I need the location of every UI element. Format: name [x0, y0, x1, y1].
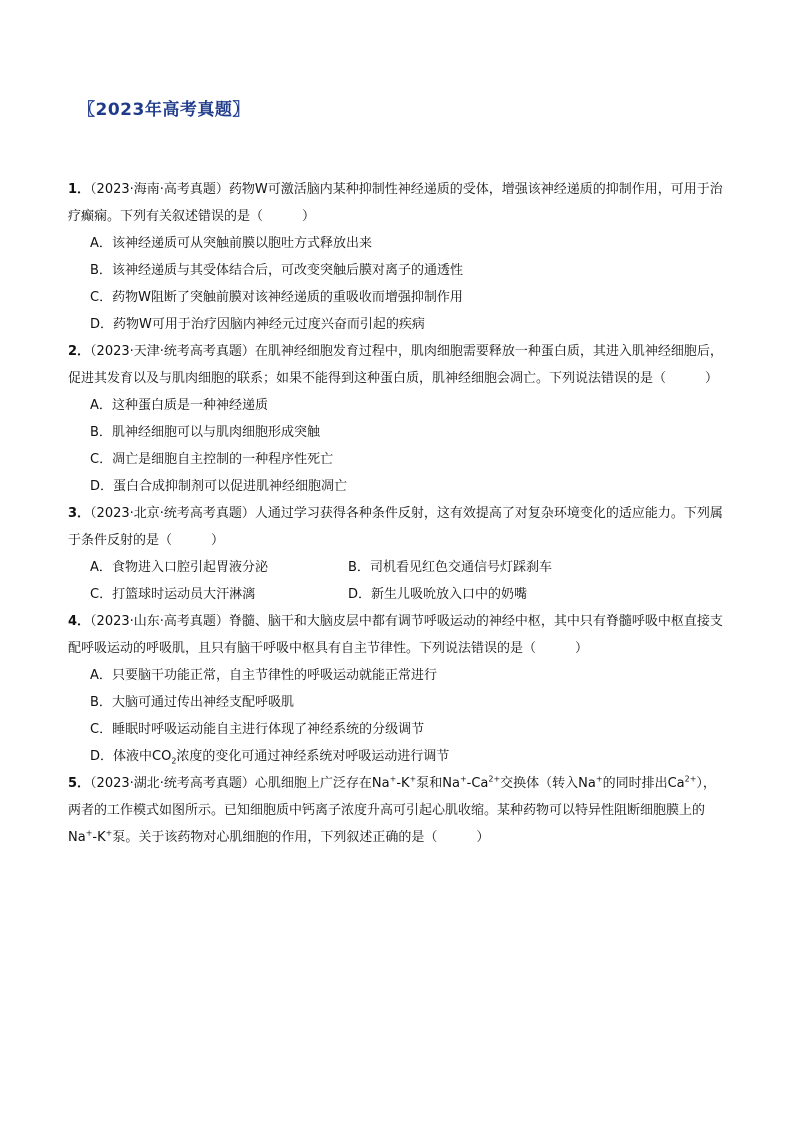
question-4 — [68, 608, 728, 770]
question-list — [68, 176, 728, 851]
ion-charge: + — [389, 774, 397, 784]
option-b — [68, 419, 728, 446]
option-text-post: 浓度的变化可通过神经系统对呼吸运动进行调节 — [176, 749, 450, 764]
option-text: 睡眠时呼吸运动能自主进行体现了神经系统的分级调节 — [112, 722, 425, 737]
question-text-part: ），两者的工作模式如图所示。已知细胞质中钙离子浓度升高可引起心肌收缩。某种药物可以特异性阻断细胞膜上的Na — [68, 776, 716, 845]
option-letter: A． — [90, 560, 112, 575]
option-text: 食物进入口腔引起胃液分泌 — [112, 560, 269, 575]
option-text: 只要脑干功能正常，自主节律性的呼吸运动就能正常进行 — [112, 668, 438, 683]
ion-charge: + — [595, 774, 603, 784]
question-text: 脊髓、脑干和大脑皮层中都有调节呼吸运动的神经中枢，其中只有脊髓呼吸中枢直接支配呼吸运动的呼吸肌，且只有脑干呼吸中枢具有自主节律性。下列说法错误的是（ ） — [68, 614, 723, 656]
option-d — [68, 743, 728, 770]
option-letter: D． — [90, 749, 114, 764]
option-b — [68, 689, 728, 716]
option-text: 蛋白合成抑制剂可以促进肌神经细胞凋亡 — [113, 479, 348, 494]
option-row — [68, 581, 728, 608]
option-text: 凋亡是细胞自主控制的一种程序性死亡 — [112, 452, 334, 467]
question-text-part: 泵。关于该药物对心肌细胞的作用，下列叙述正确的是（ ） — [112, 830, 490, 845]
option-text: 这种蛋白质是一种神经递质 — [112, 398, 269, 413]
option-c — [90, 581, 348, 608]
option-a — [90, 554, 348, 581]
option-letter: A． — [90, 236, 112, 251]
ion-charge: + — [459, 774, 467, 784]
option-letter: C． — [90, 722, 113, 737]
question-stem — [68, 338, 728, 392]
option-letter: B． — [90, 695, 112, 710]
option-text: 该神经递质与其受体结合后，可改变突触后膜对离子的通透性 — [112, 263, 464, 278]
question-5 — [68, 770, 728, 851]
question-source: （2023·天津·统考高考真题） — [90, 344, 255, 359]
option-letter: C． — [90, 587, 113, 602]
ion-charge: 2+ — [684, 774, 697, 784]
option-letter: D． — [90, 317, 114, 332]
option-letter: A． — [90, 398, 112, 413]
option-row — [68, 554, 728, 581]
option-c — [68, 446, 728, 473]
question-number: 1． — [68, 182, 91, 197]
option-text-pre: 体液中CO — [113, 749, 172, 764]
option-letter: B． — [348, 560, 370, 575]
section-title: 〖2023年高考真题〗 — [78, 100, 250, 120]
option-text-subscript: 2 — [171, 756, 177, 766]
question-text: 药物W可激活脑内某种抑制性神经递质的受体，增强该神经递质的抑制作用，可用于治疗癫痫。下列有关叙述错误的是（ ） — [68, 182, 723, 224]
option-letter: A． — [90, 668, 112, 683]
question-text-part: -Ca — [466, 776, 489, 791]
question-source: （2023·北京·统考高考真题） — [90, 506, 255, 521]
question-text-part: -K — [396, 776, 410, 791]
option-d — [68, 473, 728, 500]
ion-charge: + — [409, 774, 417, 784]
option-d — [68, 311, 728, 338]
option-c — [68, 716, 728, 743]
option-text: 司机看见红色交通信号灯踩刹车 — [370, 560, 553, 575]
question-number: 2． — [68, 344, 91, 359]
question-stem — [68, 608, 728, 662]
option-text: 该神经递质可从突触前膜以胞吐方式释放出来 — [112, 236, 373, 251]
option-text: 大脑可通过传出神经支配呼吸肌 — [112, 695, 295, 710]
option-letter: C． — [90, 452, 113, 467]
question-2 — [68, 338, 728, 500]
question-stem — [68, 500, 728, 554]
question-text-part: 交换体（转入Na — [500, 776, 596, 791]
question-1 — [68, 176, 728, 338]
question-stem — [68, 176, 728, 230]
option-b — [348, 554, 606, 581]
ion-charge: 2+ — [488, 774, 501, 784]
question-3 — [68, 500, 728, 608]
option-letter: B． — [90, 425, 112, 440]
question-stem — [68, 770, 728, 851]
question-source: （2023·山东·高考真题） — [90, 614, 229, 629]
option-a — [68, 662, 728, 689]
option-text: 新生儿吸吮放入口中的奶嘴 — [371, 587, 528, 602]
question-text-part: -K — [92, 830, 106, 845]
option-text: 肌神经细胞可以与肌肉细胞形成突触 — [112, 425, 321, 440]
question-text-part: 心肌细胞上广泛存在Na — [254, 776, 390, 791]
question-number: 3． — [68, 506, 91, 521]
question-text-part: 的同时排出Ca — [602, 776, 685, 791]
option-text: 药物W阻断了突触前膜对该神经递质的重吸收而增强抑制作用 — [112, 290, 463, 305]
question-source: （2023·湖北·统考高考真题） — [90, 776, 255, 791]
question-source: （2023·海南·高考真题） — [90, 182, 229, 197]
ion-charge: + — [85, 828, 93, 838]
ion-charge: + — [105, 828, 113, 838]
question-number: 4． — [68, 614, 91, 629]
question-text-part: 泵和Na — [416, 776, 460, 791]
option-c — [68, 284, 728, 311]
question-number: 5． — [68, 776, 91, 791]
option-letter: D． — [90, 479, 114, 494]
option-letter: B． — [90, 263, 112, 278]
question-text: 人通过学习获得各种条件反射，这有效提高了对复杂环境变化的适应能力。下列属于条件反射的是（ ） — [68, 506, 723, 548]
option-b — [68, 257, 728, 284]
option-letter: D． — [348, 587, 372, 602]
option-a — [68, 230, 728, 257]
question-text: 在肌神经细胞发育过程中，肌肉细胞需要释放一种蛋白质，其进入肌神经细胞后，促进其发育以及与肌肉细胞的联系；如果不能得到这种蛋白质，肌神经细胞会凋亡。下列说法错误的是（ ） — [68, 344, 723, 386]
option-text: 打篮球时运动员大汗淋漓 — [112, 587, 256, 602]
option-d — [348, 581, 606, 608]
option-letter: C． — [90, 290, 113, 305]
option-a — [68, 392, 728, 419]
option-text: 药物W可用于治疗因脑内神经元过度兴奋而引起的疾病 — [113, 317, 425, 332]
